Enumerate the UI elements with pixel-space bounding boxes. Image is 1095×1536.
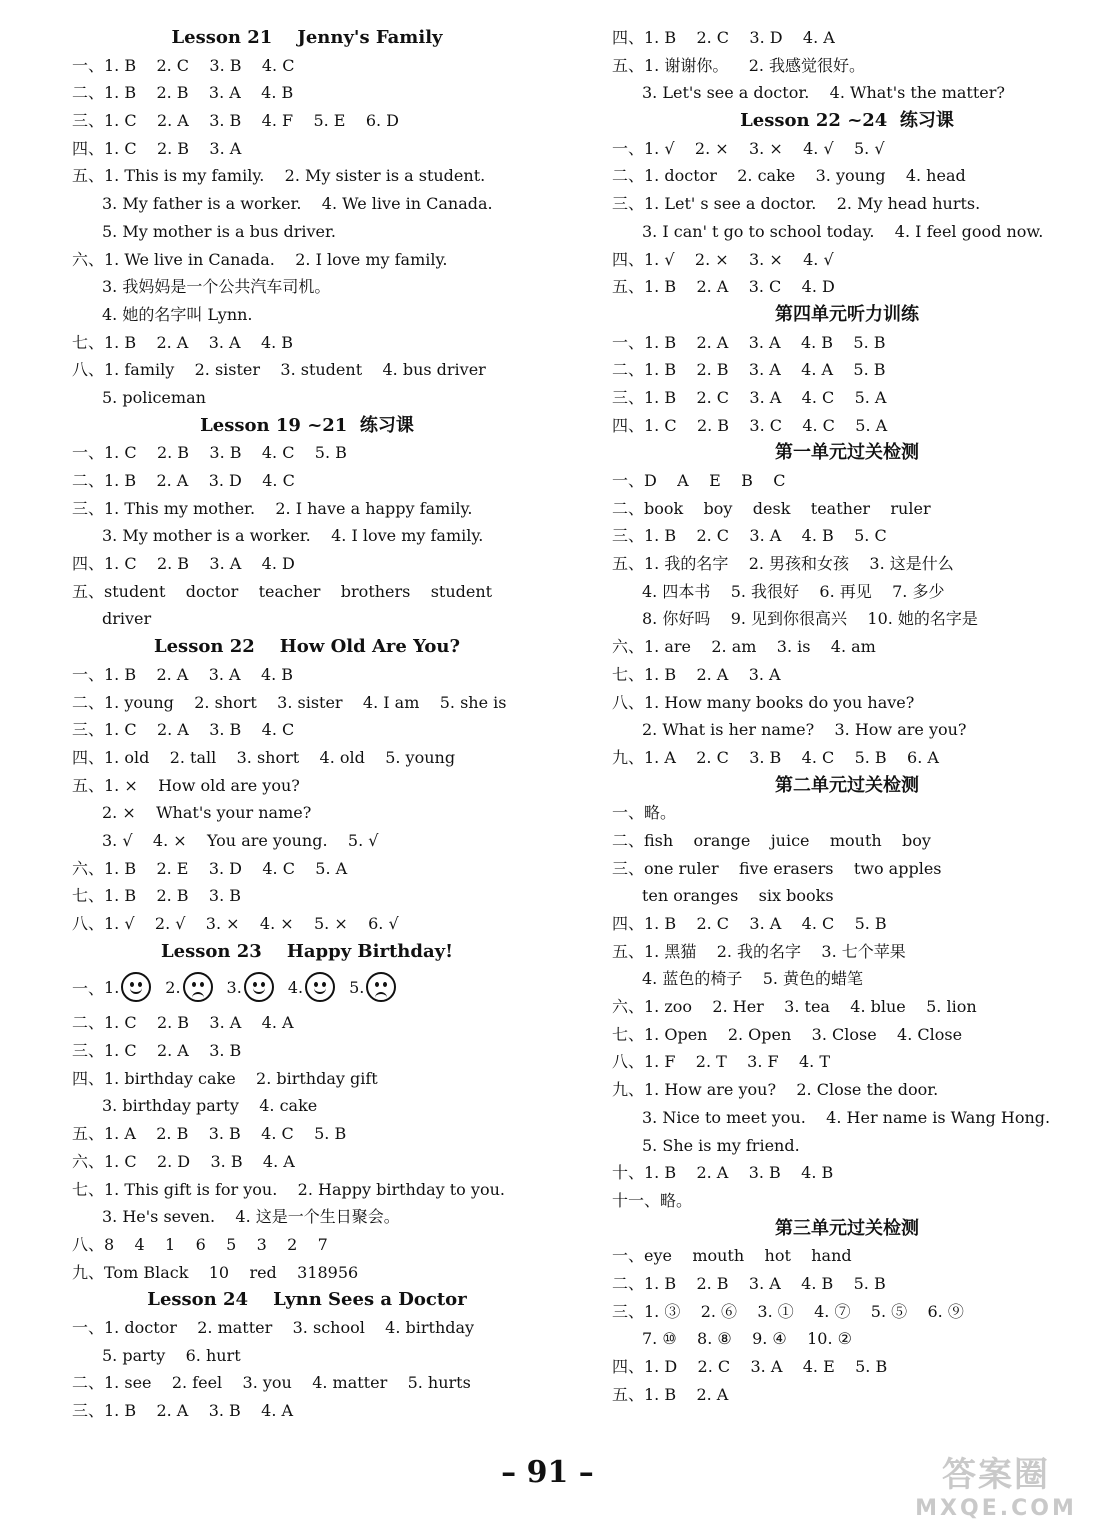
answer-line: 3. He's seven. 4. 这是一个生日聚会。: [102, 1207, 400, 1227]
answer-line: 2. What is her name? 3. How are you?: [642, 720, 967, 740]
answer-line: 四、1. √ 2. × 3. × 4. √: [612, 249, 834, 269]
happy-face-icon: [121, 972, 151, 1002]
answer-line: 一、D A E B C: [612, 471, 786, 490]
answer-line: 5. She is my friend.: [642, 1135, 800, 1155]
answer-line: 一、1. doctor 2. matter 3. school 4. birthday: [72, 1317, 475, 1337]
happy-face-icon: [244, 972, 274, 1002]
answer-line: 六、1. are 2. am 3. is 4. am: [612, 637, 876, 657]
answer-line: 5. My mother is a bus driver.: [102, 221, 336, 241]
answer-line: 三、1. C 2. A 3. B: [72, 1041, 242, 1061]
face-answer: [288, 972, 335, 1002]
answer-line: 五、1. 黑猫 2. 我的名字 3. 七个苹果: [612, 941, 906, 961]
answer-line: 五、1. This is my family. 2. My sister is a student.: [72, 166, 486, 186]
answer-line: 3. birthday party 4. cake: [102, 1096, 318, 1116]
answer-line: 三、1. This my mother. 2. I have a happy family.: [72, 498, 473, 518]
answer-line: 五、student doctor teacher brothers student: [72, 581, 493, 601]
answer-line: 九、Tom Black 10 red 318956: [72, 1262, 359, 1282]
answer-line: 一、略。: [612, 803, 677, 823]
section-heading: Lesson 24 Lynn Sees a Doctor: [147, 1289, 467, 1311]
answer-line: 五、1. B 2. A: [612, 1384, 729, 1404]
answer-line: 八、1. √ 2. √ 3. × 4. × 5. × 6. √: [72, 914, 399, 933]
answer-line: 一、1. √ 2. × 3. × 4. √ 5. √: [612, 138, 885, 158]
answer-line: 四、1. birthday cake 2. birthday gift: [72, 1068, 378, 1088]
section-heading: Lesson 22 ~24 练习课: [740, 110, 954, 132]
smiley-answer-row: [72, 965, 542, 1009]
faces-prefix: 一、: [72, 978, 105, 998]
answer-line: 3. My mother is a worker. 4. I love my family.: [102, 526, 484, 546]
answer-line: 二、1. C 2. B 3. A 4. A: [72, 1013, 294, 1033]
answer-line: 四、1. C 2. B 3. C 4. C 5. A: [612, 415, 888, 435]
answer-line: 二、1. doctor 2. cake 3. young 4. head: [612, 166, 966, 186]
answer-line: 三、1. B 2. A 3. B 4. A: [72, 1401, 294, 1420]
section-heading: Lesson 22 How Old Are You?: [153, 636, 461, 658]
answer-line: 二、fish orange juice mouth boy: [612, 830, 931, 850]
answer-line: ten oranges six books: [642, 886, 834, 906]
answer-line: 四、1. C 2. B 3. A: [72, 138, 242, 158]
answer-line: 六、1. C 2. D 3. B 4. A: [72, 1151, 295, 1171]
sad-face-icon: [183, 972, 213, 1002]
answer-line: 三、1. C 2. A 3. B 4. F 5. E 6. D: [72, 111, 399, 131]
answer-line: 六、1. B 2. E 3. D 4. C 5. A: [72, 858, 348, 878]
answer-line: 六、1. We live in Canada. 2. I love my family.: [72, 249, 448, 269]
answer-line: 七、1. B 2. B 3. B: [72, 886, 242, 906]
left-answer-lines: [72, 24, 542, 965]
face-number: 5.: [349, 977, 365, 997]
answer-line: 九、1. How are you? 2. Close the door.: [612, 1080, 939, 1100]
face-answer: [227, 972, 274, 1002]
face-answer: [165, 972, 212, 1002]
section-heading: 第四单元听力训练: [775, 303, 919, 325]
answer-line: 一、1. B 2. A 3. A 4. B 5. B: [612, 332, 886, 352]
answer-line: 3. √ 4. × You are young. 5. √: [102, 830, 379, 850]
answer-line: 4. 她的名字叫 Lynn.: [102, 304, 253, 324]
answer-line: 一、1. C 2. B 3. B 4. C 5. B: [72, 443, 347, 463]
face-answer: [349, 972, 396, 1002]
answer-line: 二、1. young 2. short 3. sister 4. I am 5. she is: [72, 692, 507, 712]
answer-line: 7. ⑩ 8. ⑧ 9. ④ 10. ②: [642, 1329, 852, 1349]
watermark-url: MXQE.COM: [915, 1496, 1077, 1521]
section-heading: Lesson 21 Jenny's Family: [171, 27, 443, 48]
answer-line: 5. party 6. hurt: [102, 1345, 241, 1365]
answer-line: 4. 蓝色的椅子 5. 黄色的蜡笔: [642, 969, 864, 989]
answer-line: 三、1. C 2. A 3. B 4. C: [72, 720, 295, 740]
answer-line: 七、1. This gift is for you. 2. Happy birthday to you.: [72, 1179, 505, 1199]
answer-line: 八、1. F 2. T 3. F 4. T: [612, 1052, 830, 1072]
answer-line: 三、1. B 2. C 3. A 4. B 5. C: [612, 526, 887, 546]
answer-line: 二、1. B 2. B 3. A 4. B 5. B: [612, 1273, 886, 1293]
answer-line: 一、1. B 2. C 3. B 4. C: [72, 55, 295, 75]
face-number: 3.: [226, 977, 242, 997]
answer-line: 3. I can' t go to school today. 4. I feel good now.: [642, 221, 1044, 241]
answer-line: 四、1. B 2. C 3. A 4. C 5. B: [612, 914, 887, 933]
answer-line: 四、1. D 2. C 3. A 4. E 5. B: [612, 1357, 888, 1376]
answer-line: 七、1. B 2. A 3. A: [612, 664, 781, 684]
answer-line: 8. 你好吗 9. 见到你很高兴 10. 她的名字是: [642, 609, 978, 629]
answer-line: 二、1. B 2. A 3. D 4. C: [72, 471, 295, 490]
answer-line: 八、8 4 1 6 5 3 2 7: [72, 1234, 328, 1254]
answer-line: 九、1. A 2. C 3. B 4. C 5. B 6. A: [612, 747, 939, 767]
answer-line: 3. Let's see a doctor. 4. What's the matter?: [642, 83, 1005, 103]
answer-line: 三、1. ③ 2. ⑥ 3. ① 4. ⑦ 5. ⑤ 6. ⑨: [612, 1301, 964, 1321]
face-number: 2.: [165, 977, 181, 997]
answer-line: 十一、略。: [612, 1190, 693, 1210]
answer-line: driver: [102, 609, 152, 629]
section-heading: 第三单元过关检测: [775, 1217, 919, 1239]
answer-line: 3. Nice to meet you. 4. Her name is Wang Hong.: [642, 1107, 1051, 1127]
answer-line: 五、1. A 2. B 3. B 4. C 5. B: [72, 1124, 347, 1144]
answer-line: 2. × What's your name?: [102, 803, 312, 823]
answer-line: 七、1. B 2. A 3. A 4. B: [72, 332, 294, 352]
answer-line: 五、1. × How old are you?: [72, 775, 300, 795]
answer-line: 二、book boy desk teather ruler: [612, 498, 931, 518]
answer-line: 一、1. B 2. A 3. A 4. B: [72, 664, 294, 684]
left-column: [72, 24, 542, 1425]
answer-line: 五、1. 谢谢你。 2. 我感觉很好。: [612, 55, 866, 75]
watermark-text: 答案圈: [942, 1455, 1050, 1495]
answer-line: 四、1. B 2. C 3. D 4. A: [612, 28, 835, 47]
sad-face-icon: [366, 972, 396, 1002]
watermark-logo: [911, 1454, 1081, 1528]
answer-line: 3. 我妈妈是一个公共汽车司机。: [102, 277, 331, 297]
answer-line: 三、1. Let' s see a doctor. 2. My head hurts.: [612, 194, 981, 214]
answer-line: 四、1. C 2. B 3. A 4. D: [72, 554, 295, 574]
answer-line: 十、1. B 2. A 3. B 4. B: [612, 1163, 834, 1183]
answer-line: 二、1. B 2. B 3. A 4. A 5. B: [612, 360, 886, 380]
answer-line: 八、1. family 2. sister 3. student 4. bus driver: [72, 360, 486, 380]
face-number: 1.: [104, 977, 120, 997]
answer-line: 一、eye mouth hot hand: [612, 1246, 852, 1266]
answer-line: 三、1. B 2. C 3. A 4. C 5. A: [612, 387, 887, 407]
section-heading: Lesson 19 ~21 练习课: [200, 414, 414, 436]
answer-line: 五、1. 我的名字 2. 男孩和女孩 3. 这是什么: [612, 554, 954, 574]
right-answer-lines: [612, 24, 1082, 1408]
answer-line: 三、one ruler five erasers two apples: [612, 858, 942, 878]
answer-line: 二、1. B 2. B 3. A 4. B: [72, 83, 294, 103]
answer-line: 七、1. Open 2. Open 3. Close 4. Close: [612, 1024, 963, 1044]
section-heading: 第一单元过关检测: [775, 442, 919, 464]
section-heading: Lesson 23 Happy Birthday!: [161, 940, 453, 962]
right-column: [612, 24, 1082, 1408]
answer-line: 八、1. How many books do you have?: [612, 692, 915, 712]
left-answer-lines-continued: [72, 1009, 542, 1424]
happy-face-icon: [305, 972, 335, 1002]
answer-line: 5. policeman: [102, 387, 206, 407]
answer-line: 六、1. zoo 2. Her 3. tea 4. blue 5. lion: [612, 997, 977, 1017]
face-answer: [104, 972, 151, 1002]
face-number: 4.: [287, 977, 304, 997]
section-heading: 第二单元过关检测: [775, 774, 919, 796]
answer-line: 二、1. see 2. feel 3. you 4. matter 5. hurts: [72, 1373, 471, 1393]
answer-line: 3. My father is a worker. 4. We live in Canada.: [102, 194, 493, 214]
answer-line: 五、1. B 2. A 3. C 4. D: [612, 277, 835, 297]
page-number: – 91 –: [501, 1455, 594, 1490]
answer-line: 4. 四本书 5. 我很好 6. 再见 7. 多少: [642, 581, 945, 601]
answer-line: 四、1. old 2. tall 3. short 4. old 5. young: [72, 747, 456, 767]
